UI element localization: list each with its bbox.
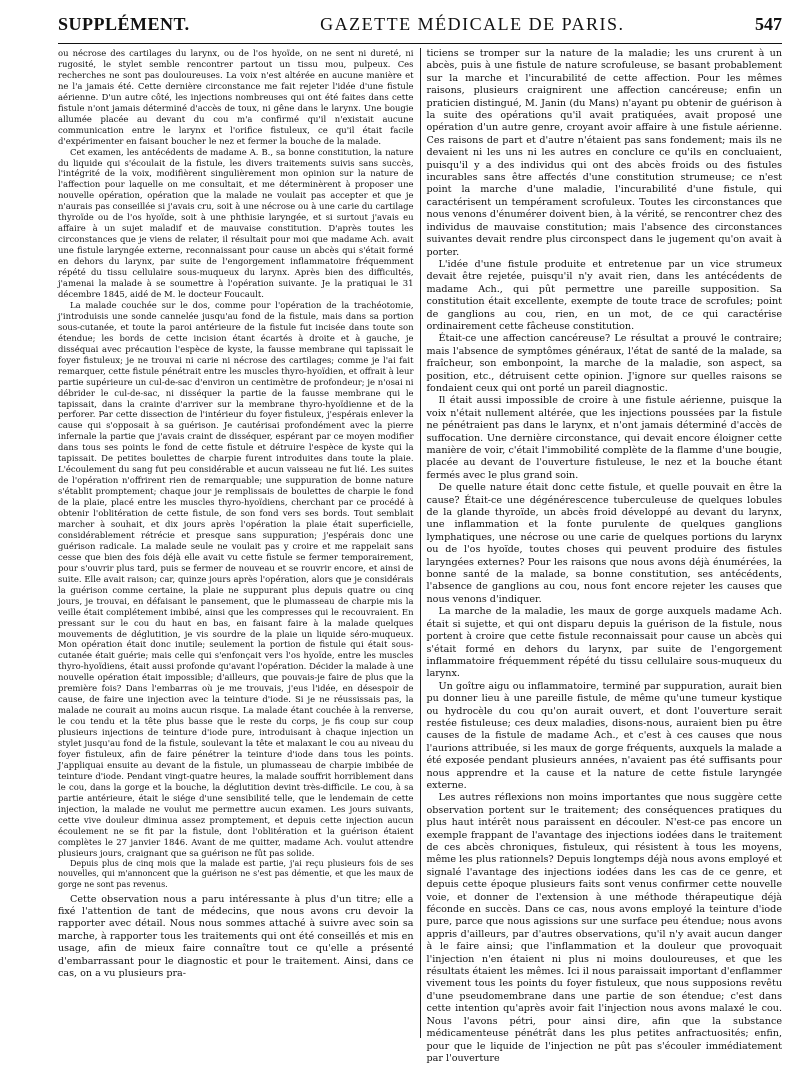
paragraph: Cet examen, les antécédents de madame A. B., sa bonne constitution, la nature du liquide qui s'écoulait de la fistule, les divers traitements suivis sans succès, l'intégrité de la voix, modifièrent singulièrement mon opinion sur la nature de l'affection pour laquelle on me consultait, et me déterminèrent à proposer une nouvelle opération, opération que la malade ne voulait pas accepter et que je n'aurais pas conseillée si j'avais cru, soit à une nécrose ou à une carie du cartilage thyroïde ou de l'os hyoïde, soit à une phthisie laryngée, et si surtout j'avais eu affaire à un sujet maladif et de mauvaise constitution. D'après toutes les circonstances que je viens de relater, il résultait pour moi que madame Ach. avait une fistule laryngée externe, reconnaissant pour cause un abcès qui s'était formé en dehors du larynx, par suite de l'engorgement inflammatoire fréquemment répété du tissu cellulaire sous-muqueux du larynx. Après bien des difficultés, j'amenai la malade à se soumettre à l'opération suivante. Je la pratiquai le 31 décembre 1845, aidé de M. le docteur Foucault. (58, 146, 414, 299)
paragraph: La malade couchée sur le dos, comme pour l'opération de la trachéotomie, j'introduisis une sonde cannelée jusqu'au fond de la fistule, mais dans sa portion sous-cutanée, et toute la paroi antérieure de la fistule fut incisée dans toute son étendue; les bords de cette incision étant écartés à droite et à gauche, je disséquai avec précaution l'espèce de kyste, la fausse membrane qui tapissait le foyer fistuleux; je ne trouvai ni carie ni nécrose des cartilages; comme je l'ai fait remarquer, cette fistule pénétrait entre les muscles thyro-hyoïdien, et offrait à leur partie supérieure un cul-de-sac d'environ un centimètre de profondeur; je n'osai ni débrider le cul-de-sac, ni disséquer la partie de la fausse membrane qui le tapissait, dans la crainte d'arriver sur la membrane thyro-hyoïdienne et de la perforer. Par cette dissection de l'intérieur du foyer fistuleux, j'espérais enlever la cause qui s'opposait à sa guérison. Je cautérisai profondément avec la pierre infernale la partie que j'avais craint de disséquer, espérant par ce moyen modifier dans tous ses points le fond de cette fistule et détruire l'espèce de kyste qui la tapissait. De petites boulettes de charpie furent introduites dans toute la plaie. L'écoulement du sang fut peu considérable et aucun vaisseau ne fut lié. Les suites de l'opération n'offrirent rien de remarquable; une suppuration de bonne nature s'établit promptement; chaque jour je remplissais de boulettes de charpie le fond de la plaie, placé entre les muscles thyro-hyoïdiens, cherchant par ce procédé à obtenir l'oblitération de cette fistule, de son fond vers ses bords. Tout semblait marcher à souhait, et dix jours après l'opération la plaie était superficielle, considérablement rétrécie et presque sans suppuration; j'espérais donc une guérison radicale. La malade seule ne voulait pas y croire et me rappelait sans cesse que bien des fois déjà elle avait vu cette fistule se fermer temporairement, pour s'ouvrir plus tard, puis se fermer de nouveau et se rouvrir encore, et ainsi de suite. Elle avait raison; car, quinze jours après l'opération, alors que je considérais la guérison comme certaine, la plaie ne suppurant plus depuis quatre ou cinq jours, je trouvai, en défaisant le pansement, que le plumasseau de charpie mis la veille était complétement imbibé, ainsi que les compresses qui le recouvraient. En pressant sur le cou du haut en bas, en faisant faire à la malade quelques mouvements de déglutition, je vis sourdre de la plaie un liquide séro-muqueux. Mon opération était donc inutile; seulement la portion de fistule qui était sous-cutanée était guérie; mais celle qui s'enfonçait vers l'os hyoïde, entre les muscles thyro-hyoïdiens, était aussi profonde qu'avant l'opération. Décider la malade à une nouvelle opération était impossible; d'ailleurs, que pouvais-je faire de plus que la première fois? Dans l'embarras où je me trouvais, j'eus l'idée, en désespoir de cause, de faire une injection avec la teinture d'iode. Si je ne réussissais pas, la malade ne courait au moins aucun risque. La malade étant couchée à la renverse, le cou tendu et la tête plus basse que le reste du corps, je fis coup sur coup plusieurs injections de teinture d'iode pure, introduisant à chaque injection un stylet jusqu'au fond de la fistule, soulevant la tête et malaxant le cou au niveau du foyer fistuleux, afin de faire pénétrer la teinture d'iode dans tous les points. J'appliquai ensuite au devant de la fistule, un plumasseau de charpie imbibée de teinture d'iode. Pendant vingt-quatre heures, la malade souffrit horriblement dans le cou, dans la gorge et la bouche, la déglutition devint très-difficile. Le cou, à sa partie antérieure, était le siége d'une sensibilité telle, que le lendemain de cette injection, la malade ne voulut me permettre aucun examen. Les jours suivants, cette vive douleur diminua assez promptement, et depuis cette injection aucun écoulement ne se fit par la fistule, dont l'oblitération et la guérison étaient complètes le 27 janvier 1846. Avant de me quitter, madame Ach. voulut attendre plusieurs jours, craignant que sa guérison ne fût pas solide. (58, 299, 414, 858)
page-header (58, 14, 782, 44)
section-label: SUPPLÉMENT. (58, 14, 190, 34)
paragraph: Il était aussi impossible de croire à une fistule aérienne, puisque la voix n'était nullement altérée, que les injections poussées par la fistule ne pénétraient pas dans le larynx, et n'ont jamais déterminé d'accès de suffocation. Une dernière circonstance, qui devait encore éloigner cette manière de voir, c'était l'immobilité complète de la flamme d'une bougie, placée au devant de l'ouverture fistuleuse, le nez et la bouche étant fermés avec le plus grand soin. (426, 395, 783, 481)
paragraph: ticiens se tromper sur la nature de la maladie; les uns crurent à un abcès, puis à une fistule de nature scrofuleuse, se basant probablement sur la marche et l'incurabilité de cette affection. Pour les mêmes raisons, plusieurs craignirent une affection cancéreuse; enfin un praticien distingué, M. Janin (du Mans) n'ayant pu obtenir de guérison à la suite des opérations qu'il avait pratiquées, avait proposé une opération d'un autre genre, croyant avoir affaire à une fistule aérienne. Ces raisons de part et d'autre n'étaient pas sans fondement; mais ils ne devaient ni les uns ni les autres en conclure ce qu'ils en concluaient, puisqu'il y a des individus qui ont des abcès froids ou des fistules incurables sans être affectés d'une constitution strumeuse; ce n'est point la marche d'une maladie, l'incurabilité d'une fistule, qui caractérisent un tempérament scrofuleux. Toutes les circonstances que nous venons d'énumérer doivent bien, à la vérité, se rencontrer chez des individus de mauvaise constitution; mais l'absence des circonstances suivantes devait rendre plus circonspect dans le jugement qu'on avait à porter. (426, 48, 783, 258)
paragraph: De quelle nature était donc cette fistule, et quelle pouvait en être la cause? Était-ce une dégénérescence tuberculeuse de quelques lobules de la glande thyroïde, un abcès froid développé au devant du larynx, une inflammation et la fonte purulente de quelques ganglions lymphatiques, une nécrose ou une carie de quelques portions du larynx ou de l'os hyoïde, toutes choses qui peuvent produire des fistules laryngées externes? Pour les raisons que nous avons déjà énumérées, la bonne santé de la malade, sa bonne constitution, ses antécédents, l'absence de ganglions au cou, nous font encore rejeter les causes que nous venons d'indiquer. (426, 482, 783, 605)
paragraph: ou nécrose des cartilages du larynx, ou de l'os hyoïde, on ne sent ni dureté, ni rugosité, le stylet semble rencontrer partout un tissu mou, pulpeux. Ces recherches ne sont pas douloureuses. La voix n'est altérée en aucune manière et ne l'a jamais été. Cette dernière circonstance me fait rejeter l'idée d'une fistule aérienne. D'un autre côté, les injections nombreuses qui ont été faites dans cette fistule n'ont jamais déterminé d'accès de toux, ni gêne dans le larynx. Une bougie allumée placée au devant du cou m'a confirmé qu'il n'existait aucune communication entre le larynx et l'orifice fistuleux, ce qu'il était facile d'expérimenter en faisant boucher le nez et fermer la bouche de la malade. (58, 48, 414, 146)
paragraph: Un goître aigu ou inflammatoire, terminé par suppuration, aurait bien pu donner lieu à une pareille fistule, de même qu'une tumeur kystique ou hydrocèle du cou qu'on aurait ouvert, et dont l'ouverture serait restée fistuleuse; ces deux maladies, disons-nous, auraient bien pu être causes de la fistule de madame Ach., et c'est à ces causes que nous l'aurions attribuée, si les maux de gorge fréquents, auxquels la malade a été exposée pendant plusieurs années, n'avaient pas été suffisants pour nous apprendre et la cause et la nature de cette fistule laryngée externe. (426, 680, 783, 791)
paragraph: Depuis plus de cinq mois que la malade est partie, j'ai reçu plusieurs fois de ses nouvelles, qui m'annoncent que la guérison ne s'est pas démentie, et que les maux de gorge ne sont pas revenus. (58, 858, 414, 889)
right-column (421, 48, 783, 1064)
paragraph: Cette observation nous a paru intéressante à plus d'un titre; elle a fixé l'attention de tant de médecins, que nous avons cru devoir la rapporter avec détail. Nous nous sommes attaché à suivre avec soin sa marche, à rapporter tous les traitements qui ont été conseillés et mis en usage, afin de mieux faire connaître tout ce qu'elle a présenté d'embarrassant pour le diagnostic et pour le traitement. Ainsi, dans ce cas, on a vu plusieurs pra- (58, 893, 414, 980)
text-columns (58, 48, 783, 1064)
page-number: 547 (754, 14, 782, 34)
journal-title: GAZETTE MÉDICALE DE PARIS. (320, 14, 625, 34)
paragraph: La marche de la maladie, les maux de gorge auxquels madame Ach. était si sujette, et qui ont disparu depuis la guérison de la fistule, nous portent à croire que cette fistule reconnaissait pour cause un abcès qui s'était formé en dehors du larynx, par suite de l'engorgement inflammatoire fréquemment répété du tissu cellulaire sous-muqueux du larynx. (426, 606, 783, 680)
paragraph: L'idée d'une fistule produite et entretenue par un vice strumeux devait être rejetée, puisqu'il n'y avait rien, dans les antécédents de madame Ach., qui pût permettre une pareille supposition. Sa constitution était excellente, exempte de toute trace de scrofules; point de ganglions au cou, rien, en un mot, de ce qui caractérise ordinairement cette fâcheuse constitution. (426, 258, 783, 332)
paragraph: Les autres réflexions non moins importantes que nous suggère cette observation portent sur le traitement; des conséquences pratiques du plus haut intérêt nous paraissent en découler. N'est-ce pas encore un exemple frappant de l'avantage des injections iodées dans le traitement de ces abcès chroniques, fistuleux, qui résistent à tous les moyens, même les plus rationnels? Depuis longtemps déjà nous avons employé et signalé l'avantage des injections iodées dans les cas de ce genre, et depuis cette époque plusieurs faits sont venus confirmer cette nouvelle voie, et donner de l'extension à une méthode thérapeutique déjà féconde en succès. Dans ce cas, nous avons employé la teinture d'iode pure, parce que nous agissions sur une surface peu étendue; nous avons appris d'ailleurs, par d'autres observations, qu'il n'y avait aucun danger à le faire ainsi; que l'inflammation et la douleur que provoquait l'injection n'en étaient ni plus ni moins douloureuses, et que les résultats étaient les mêmes. Ici il nous paraissait important d'enflammer vivement tous les points du foyer fistuleux, que nous supposions revêtu d'une pseudomembrane dans une partie de son étendue; c'est dans cette intention qu'après avoir fait l'injection nous avons malaxé le cou. Nous l'avons pétri, pour ainsi dire, afin que la substance médicamenteuse pénétrât dans les plus petites anfractuosités; enfin, pour que le liquide de l'injection ne pût pas s'écouler immédiatement par l'ouverture (426, 792, 783, 1064)
paragraph: Était-ce une affection cancéreuse? Le résultat a prouvé le contraire; mais l'absence de symptômes généraux, l'état de santé de la malade, sa fraîcheur, son embonpoint, la marche de la maladie, son aspect, sa position, etc., détruisent cette opinion. J'ignore sur quelles raisons se fondaient ceux qui ont porté un pareil diagnostic. (426, 333, 783, 394)
left-column (58, 48, 420, 1038)
